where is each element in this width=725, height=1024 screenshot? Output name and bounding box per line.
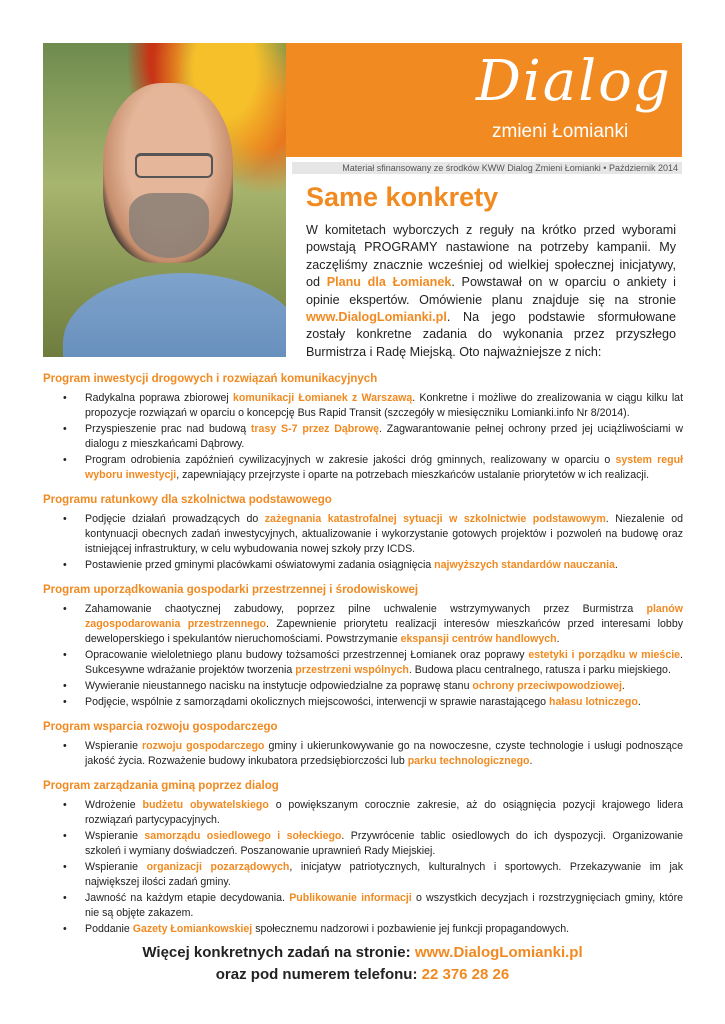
body-text: , zapewniający przejrzyste i oparte na potrzebach mieszkańców ustalanie priorytetów w ich realizacji. [176, 469, 650, 481]
highlight-text: www.DialogLomianki.pl [306, 310, 447, 325]
body-text: W komitetach wyborczych z reguły na krótko przed wyborami powstają PROGRAMY nastawione na potrzeby kampanii. My zaczęliśmy znacznie wcześniej od wielkiej społecznej inicjatywy, od [306, 223, 676, 290]
body-text: Postawienie przed gminymi placówkami oświatowymi zadania osiągnięcia [85, 559, 435, 571]
list-item [85, 798, 683, 828]
highlight-text: przestrzeni wspólnych [295, 664, 409, 676]
body-text: . [556, 633, 560, 645]
list-item [85, 679, 683, 694]
highlight-text: system reguł wyboru inwestycji [85, 454, 684, 481]
photo-beard [129, 193, 209, 258]
body-text: gminy i ukierunkowywanie go na nowoczesne, czyste technologie i usługi podnoszące jakość życia. Rozważenie budowy inkubatora przedsiębiorczości lub [85, 740, 683, 767]
list-item [85, 922, 683, 937]
body-text: Wywieranie nieustannego nacisku na instytucje odpowiedzialne za poprawę stanu [85, 680, 473, 692]
highlight-text: trasy S-7 przez Dąbrowę [250, 423, 379, 435]
program-section [43, 494, 683, 573]
body-text: . [621, 680, 625, 692]
body-text: . Zagwarantowanie pełnej ochrony przed jej uciążliwościami w dialogu z mieszkańcami Dąbrowy. [85, 423, 683, 450]
body-text: . [614, 559, 618, 571]
list-item [85, 512, 683, 557]
list-item [85, 422, 683, 452]
section-list [43, 512, 683, 573]
phone-number[interactable]: 22 376 28 26 [421, 966, 510, 983]
highlight-text: ekspansji centrów handlowych [400, 633, 557, 645]
body-text: . Budowa placu centralnego, ratusza i parku miejskiego. [408, 664, 671, 676]
section-title: Program zarządzania gminą poprzez dialog [43, 780, 279, 792]
section-list [43, 602, 683, 710]
body-text: . Powstawał on w oparciu o ankiety i opinie ekspertów. Omówienie planu znajduje się na stronie [306, 275, 676, 307]
highlight-text: rozwoju gospodarczego [142, 740, 265, 752]
body-text: Radykalna poprawa zbiorowej [85, 392, 233, 404]
section-title: Programu ratunkowy dla szkolnictwa podstawowego [43, 494, 332, 506]
program-sections [43, 373, 683, 948]
body-text: . Konkretne i możliwe do zrealizowania w ciągu kilku lat propozycje rozwiązań w oparciu o koncepcję Bus Rapid Transit (szczegóły w miesięczniku Lomianki.info Nr 8/2014). [85, 392, 684, 419]
brand-subtitle: zmieni Łomianki [492, 121, 629, 142]
highlight-text: komunikacji Łomianek z Warszawą [232, 392, 413, 404]
body-text: , inicjatyw patriotycznych, kulturalnych i sportowych. Przekazywanie im jak największej ilości zadań gminy. [85, 861, 683, 888]
body-text: Wspieranie [85, 830, 145, 842]
body-text: . Zapewnienie priorytetu realizacji interesów mieszkańców przed interesami lobby deweloperskiego i spekulantów nieruchomościami. Powstrzymanie [85, 618, 684, 645]
brand-logo: Dialog [476, 49, 672, 114]
closing-line-2 [0, 964, 725, 986]
highlight-text: Planu dla Łomianek [326, 275, 452, 290]
highlight-text: hałasu lotniczego [548, 696, 638, 708]
body-text: Opracowanie wieloletniego planu budowy tożsamości przestrzennej Łomianek oraz poprawy [85, 649, 529, 661]
funding-note: Materiał sfinansowany ze środków KWW Dialog Zmieni Łomianki • Październik 2014 [292, 162, 682, 174]
body-text: Program odrobienia zapóźnień cywilizacyjnych w zakresie jakości dróg gminnych, realizowany w oparciu o [85, 454, 616, 466]
list-item [85, 829, 683, 859]
section-list [43, 798, 683, 937]
list-item [85, 860, 683, 890]
body-text: Jawność na każdym etapie decydowania. [85, 892, 290, 904]
highlight-text: najwyższych standardów nauczania [434, 559, 615, 571]
body-text: Zahamowanie chaotycznej zabudowy, poprzez pilne uchwalenie wstrzymywanych przez Burmistrza [85, 603, 647, 615]
highlight-text: zażegnania katastrofalnej sytuacji w szkolnictwie podstawowym [264, 513, 606, 525]
highlight-text: parku technologicznego [407, 755, 530, 767]
body-text: . Przywrócenie tablic osiedlowych do ich dyspozycji. Organizowanie szkoleń i wymiany doświadczeń. Poszanowanie uprawnień Rady Miejskiej. [85, 830, 683, 857]
highlight-text: samorządu osiedlowego i sołeckiego [144, 830, 342, 842]
program-section [43, 780, 683, 937]
highlight-text: organizacji pozarządowych [146, 861, 290, 873]
list-item [85, 453, 683, 483]
section-title: Program wsparcia rozwoju gospodarczego [43, 721, 278, 733]
program-section [43, 373, 683, 483]
body-text: . Na jego podstawie sformułowane zostały konkretne zadania do wykonania przez przyszłego Burmistrza i Radę Miejską. Oto najważniejsze z nich: [306, 310, 676, 359]
highlight-text: Publikowanie informacji [289, 892, 412, 904]
section-title: Program uporządkowania gospodarki przestrzennej i środowiskowej [43, 584, 419, 596]
body-text: Wspieranie [85, 740, 143, 752]
body-text: . Niezalenie od kontynuacji obecnych zadań inwestycyjnych, aktualizowanie i wykorzystanie gotowych projektów i pozwoleń na budowę oraz istniejącej infrastruktury, w celu wybudowania nowej szkoły przy ICDS. [85, 513, 683, 555]
photo-glasses [135, 153, 213, 178]
body-text: o wszystkich decyzjach i rozstrzygnięciach gminy, które nie są objęte zakazem. [85, 892, 683, 919]
list-item [85, 739, 683, 769]
candidate-photo [43, 43, 286, 357]
highlight-text: ochrony przeciwpowodziowej [472, 680, 622, 692]
list-item [85, 391, 683, 421]
body-text: Podjęcie działań prowadzących do [85, 513, 265, 525]
section-list [43, 391, 683, 483]
body-text: Poddanie [85, 923, 133, 935]
body-text: Wspieranie [85, 861, 147, 873]
body-text: . [529, 755, 533, 767]
brand-header [286, 43, 682, 157]
highlight-text: planów zagospodarowania przestrzennego [85, 603, 683, 630]
body-text: Podjęcie, wspólnie z samorządami okolicznych miejscowości, interwencji w sprawie narastającego [85, 696, 549, 708]
body-text: . [637, 696, 641, 708]
list-item [85, 891, 683, 921]
closing-callout [0, 942, 725, 986]
body-text: Wdrożenie [85, 799, 143, 811]
section-title: Program inwestycji drogowych i rozwiązań komunikacyjnych [43, 373, 378, 385]
program-section [43, 721, 683, 769]
highlight-text: Gazety Łomiankowskiej [132, 923, 253, 935]
closing-text-2: oraz pod numerem telefonu: [215, 966, 422, 983]
closing-line-1 [0, 942, 725, 964]
body-text: . Sukcesywne wdrażanie projektów tworzenia [85, 649, 683, 676]
list-item [85, 558, 683, 573]
body-text: o powiększanym corocznie zakresie, aż do osiągnięcia pozycji krajowego lidera rozwiązań partycypacyjnych. [85, 799, 683, 826]
website-link[interactable]: www.DialogLomianki.pl [414, 944, 583, 961]
body-text: Przyspieszenie prac nad budową [85, 423, 251, 435]
list-item [85, 648, 683, 678]
highlight-text: estetyki i porządku w mieście [528, 649, 681, 661]
program-section [43, 584, 683, 710]
intro-paragraph [306, 222, 676, 361]
body-text: społecznemu nadzorowi i pozbawienie jej funkcji propagandowych. [252, 923, 570, 935]
page-title: Same konkrety [306, 182, 499, 212]
highlight-text: budżetu obywatelskiego [142, 799, 269, 811]
list-item [85, 695, 683, 710]
photo-shirt [63, 273, 286, 357]
closing-text-1: Więcej konkretnych zadań na stronie: [142, 944, 415, 961]
section-list [43, 739, 683, 769]
list-item [85, 602, 683, 647]
